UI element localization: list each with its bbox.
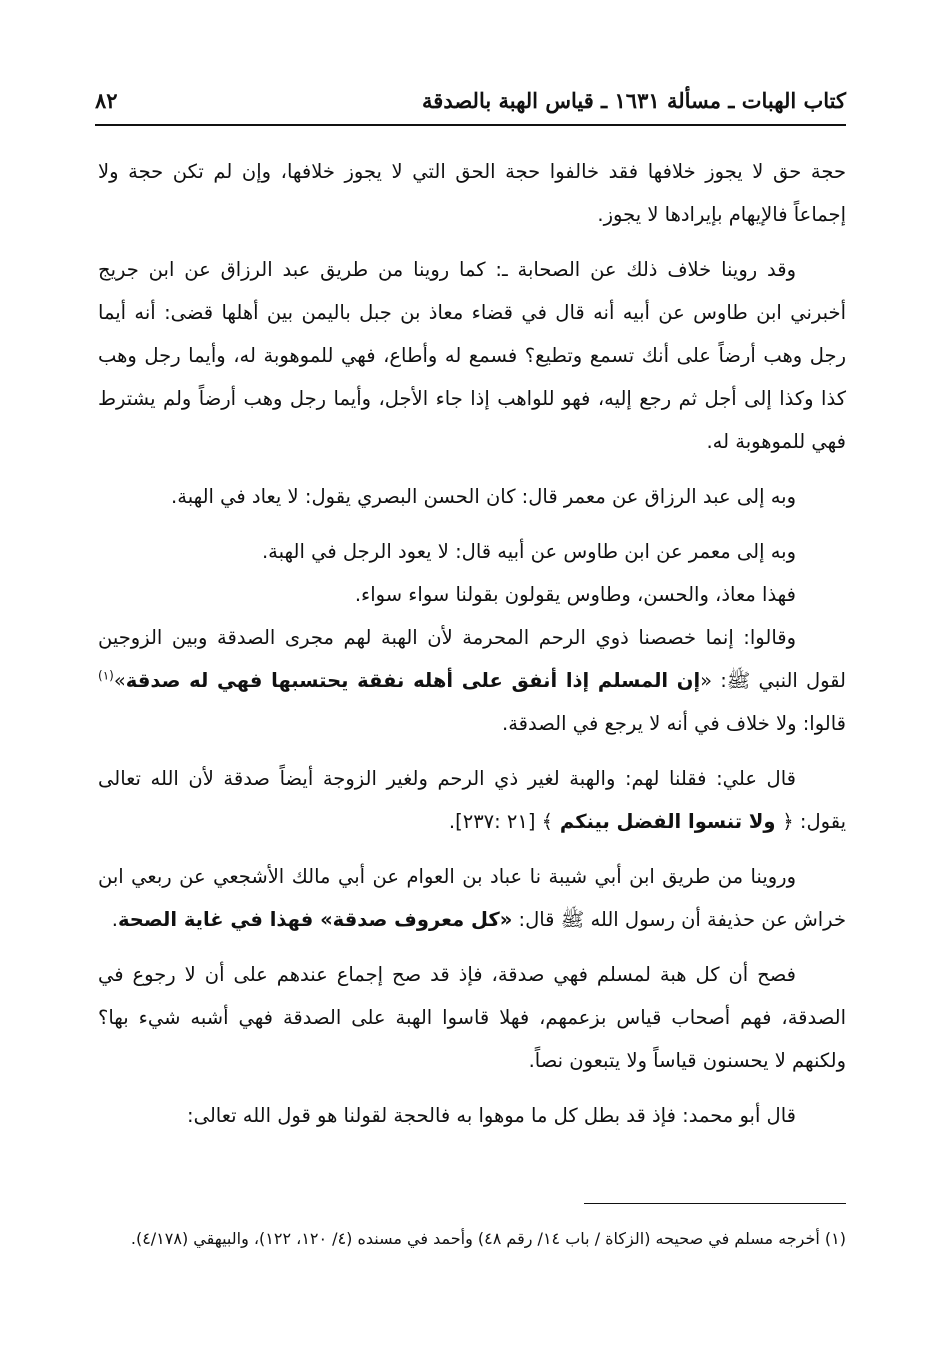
paragraph-3: وبه إلى عبد الرزاق عن معمر قال: كان الحسن البصري يقول: لا يعاد في الهبة. — [171, 485, 796, 508]
paragraph-9: فصح أن كل هبة لمسلم فهي صدقة، فإذ قد صح إجماع عندهم على أن لا رجوع في الصدقة، فهم أصحاب قياس بزعمهم، فهلا قاسوا الهبة على الصدقة فهي أشبه شيء بها؟ ولكنهم لا يحسنون قياساً ولا يتبعون نصاً. — [98, 963, 846, 1072]
hadith-quote: إن المسلم إذا أنفق على أهله نفقة يحتسبها فهي له صدقة — [125, 669, 701, 692]
footnote: (١) أخرجه مسلم في صحيحه (الزكاة / باب ١٤/ رقم ٤٨) وأحمد في مسنده (٤/ ١٢٠، ١٢٢)، والبيهقي (٤/١٧٨). — [130, 1229, 846, 1248]
page-number: ٨٢ — [95, 87, 118, 113]
paragraph-7-end: ﴾ [٢١ :٢٣٧]. — [448, 810, 554, 833]
quote-close: » — [113, 669, 126, 692]
paragraph-2: وقد روينا خلاف ذلك عن الصحابة ـ: كما روينا من طريق عبد الرزاق عن ابن جريج أخبرني ابن طاوس عن أبيه أنه قال في قضاء معاذ بن جبل باليمن بين أهلها قضى: أنه أيما رجل وهب أرضاً على أنك تسمع وتطيع؟ فسمع له وأطاع، فهي للموهوبة له، وأيما رجل وهب كذا وكذا إلى أجل ثم رجع إليه، فهو للواهب إذا جاء الأجل، وأيما رجل وهب أرضاً ولم يشترط فهي للموهوبة له. — [98, 258, 846, 453]
paragraph-6-end: قالوا: ولا خلاف في أنه لا يرجع في الصدقة. — [502, 712, 846, 735]
footnote-divider — [584, 1203, 846, 1204]
hadith-quote-2: «كل معروف صدقة» فهذا في غاية الصحة — [117, 908, 513, 931]
paragraph-10: قال أبو محمد: فإذ قد بطل كل ما موهوا به فالحجة لقولنا هو قول الله تعالى: — [187, 1104, 796, 1127]
quran-quote: ولا تنسوا الفضل بينكم — [553, 810, 783, 833]
paragraph-7 — [98, 757, 846, 843]
running-title: كتاب الهبات ـ مسألة ١٦٣١ ـ قياس الهبة بالصدقة — [422, 87, 846, 113]
page-header — [95, 80, 846, 126]
main-text — [98, 150, 846, 1149]
paragraph-8-end: . — [111, 908, 118, 931]
paragraph-7-start: قال علي: فقلنا لهم: والهبة لغير ذي الرحم ولغير الزوجة أيضاً صدقة لأن الله تعالى يقول: ﴿ — [98, 767, 846, 833]
paragraph-8 — [98, 855, 846, 941]
paragraph-6-start: وقالوا: إنما خصصنا ذوي الرحم المحرمة لأن الهبة لهم مجرى الصدقة وبين الزوجين لقول النبي ﷺ: « — [98, 626, 846, 692]
paragraph-5: فهذا معاذ، والحسن، وطاوس يقولون بقولنا سواء سواء. — [354, 583, 796, 606]
paragraph-1: حجة حق لا يجوز خلافها فقد خالفوا حجة الحق التي لا يجوز خلافها، وإن لم تكن حجة ولا إجماعاً فالإيهام بإيرادها لا يجوز. — [98, 160, 846, 226]
paragraph-4: وبه إلى معمر عن ابن طاوس عن أبيه قال: لا يعود الرجل في الهبة. — [261, 540, 796, 563]
footnote-marker: (١) — [98, 668, 114, 683]
paragraph-8-start: وروينا من طريق ابن أبي شيبة نا عباد بن العوام عن أبي مالك الأشجعي عن ربعي ابن خراش عن حذيفة أن رسول الله ﷺ قال: — [98, 865, 846, 931]
paragraph-6 — [98, 616, 846, 745]
